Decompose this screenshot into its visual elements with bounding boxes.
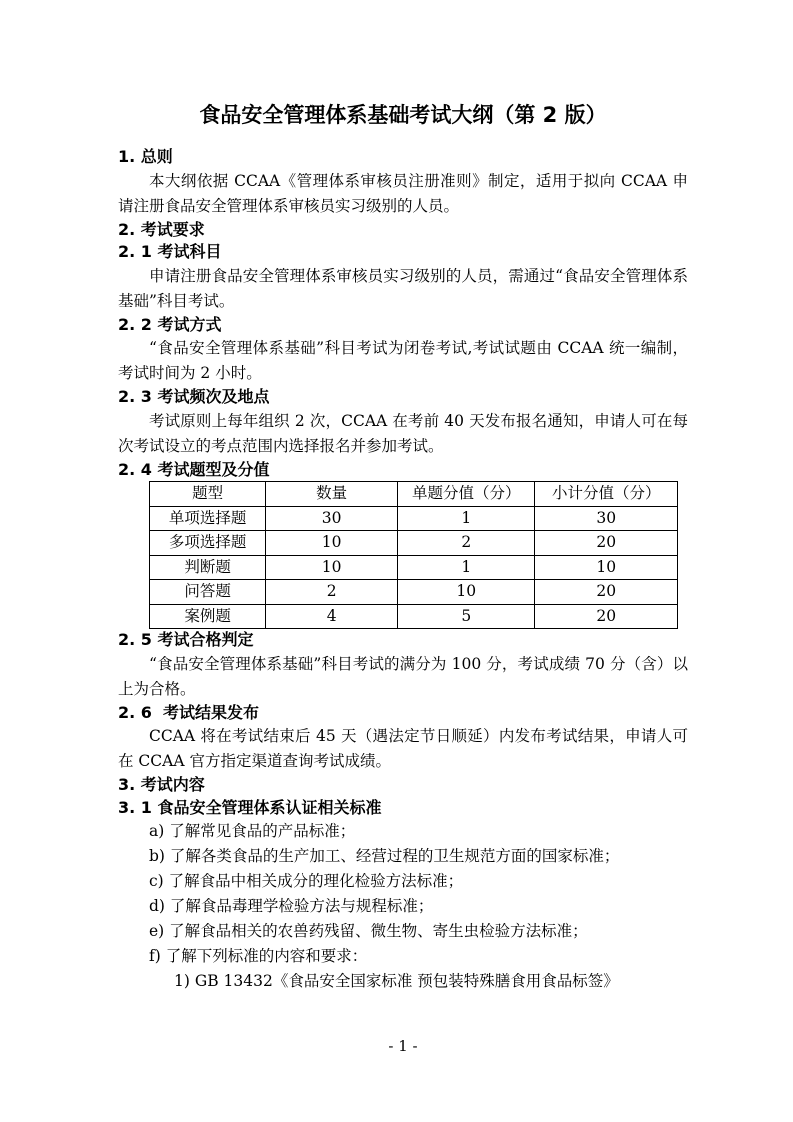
exam-method-paragraph: “食品安全管理体系基础”科目考试为闭卷考试,考试试题由 CCAA 统一编制，考试时间为 2 小时。 [118, 339, 688, 382]
list-item: a) 了解常见食品的产品标准； [149, 822, 356, 840]
document-body [118, 146, 688, 994]
table-cell: 案例题 [150, 604, 266, 629]
exam-subject-paragraph: 申请注册食品安全管理体系审核员实习级别的人员，需通过“食品安全管理体系基础”科目考试。 [118, 266, 688, 310]
table-cell: 10 [266, 555, 398, 580]
table-cell: 20 [535, 604, 678, 629]
table-row [150, 506, 678, 531]
table-cell: 问答题 [150, 580, 266, 605]
result-release-paragraph: CCAA 将在考试结束后 45 天（遇法定节日顺延）内发布考试结果，申请人可在 CCAA 官方指定渠道查询考试成绩。 [118, 727, 688, 770]
table-cell: 多项选择题 [150, 531, 266, 556]
list-item: b) 了解各类食品的生产加工、经营过程的卫生规范方面的国家标准； [149, 847, 620, 865]
table-cell: 1 [398, 555, 535, 580]
list-item: f) 了解下列标准的内容和要求： [149, 947, 368, 965]
page-number: - 1 - [388, 1037, 418, 1055]
section-heading-exam-frequency: 2. 3 考试频次及地点 [118, 387, 270, 406]
table-header-row [150, 482, 678, 507]
document-title: 食品安全管理体系基础考试大纲（第 2 版） [199, 103, 607, 127]
table-cell: 10 [398, 580, 535, 605]
section-heading-related-standards: 3. 1 食品安全管理体系认证相关标准 [118, 797, 382, 817]
table-row [150, 555, 678, 580]
section-heading-result-release: 2. 6 考试结果发布 [118, 702, 260, 722]
table-header-cell: 题型 [150, 482, 266, 507]
table-cell: 1 [398, 506, 535, 531]
section-heading-question-types: 2. 4 考试题型及分值 [118, 459, 270, 479]
table-cell: 20 [535, 580, 678, 605]
table-cell: 判断题 [150, 555, 266, 580]
section-heading-exam-method: 2. 2 考试方式 [118, 314, 222, 334]
table-cell: 30 [266, 506, 398, 531]
table-cell: 2 [398, 531, 535, 556]
section-heading-exam-requirements: 2. 考试要求 [118, 219, 205, 239]
table-cell: 单项选择题 [150, 506, 266, 531]
table-cell: 2 [266, 580, 398, 605]
section-heading-pass-criteria: 2. 5 考试合格判定 [118, 630, 254, 649]
table-row [150, 531, 678, 556]
table-row [150, 580, 678, 605]
section-heading-exam-content: 3. 考试内容 [118, 775, 205, 794]
table-header-cell: 数量 [266, 482, 398, 507]
table-header-cell: 小计分值（分） [535, 482, 678, 507]
table-cell: 20 [535, 531, 678, 556]
exam-frequency-paragraph: 考试原则上每年组织 2 次，CCAA 在考前 40 天发布报名通知，申请人可在每次考试设立的考点范围内选择报名并参加考试。 [118, 411, 688, 455]
pass-criteria-paragraph: “食品安全管理体系基础”科目考试的满分为 100 分，考试成绩 70 分（含）以上为合格。 [118, 654, 688, 698]
table-header-cell: 单题分值（分） [398, 482, 535, 507]
sub-list-item: 1) GB 13432《食品安全国家标准 预包装特殊膳食用食品标签》 [174, 972, 619, 990]
table-cell: 5 [398, 604, 535, 629]
table-cell: 4 [266, 604, 398, 629]
section-heading-general: 1. 总则 [118, 147, 173, 166]
table-cell: 10 [266, 531, 398, 556]
general-paragraph: 本大纲依据 CCAA《管理体系审核员注册准则》制定，适用于拟向 CCAA 申请注册食品安全管理体系审核员实习级别的人员。 [118, 171, 688, 215]
table-cell: 30 [535, 506, 678, 531]
list-item: d) 了解食品毒理学检验方法与规程标准； [149, 897, 434, 915]
table-row [150, 604, 678, 629]
table-cell: 10 [535, 555, 678, 580]
list-item: e) 了解食品相关的农兽药残留、微生物、寄生虫检验方法标准； [149, 922, 588, 940]
section-heading-exam-subject: 2. 1 考试科目 [118, 242, 222, 261]
list-item: c) 了解食品中相关成分的理化检验方法标准； [149, 872, 464, 890]
score-table [149, 481, 678, 629]
